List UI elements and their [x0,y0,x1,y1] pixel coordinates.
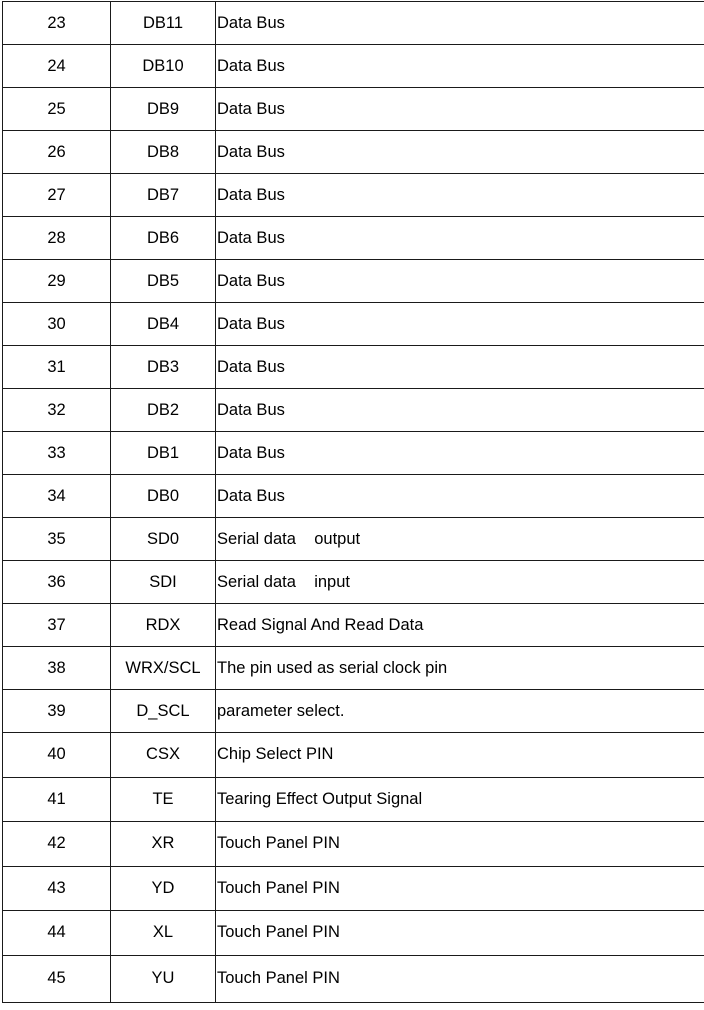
table-row [3,733,704,778]
pin-number: 23 [3,2,111,45]
pin-symbol: DB5 [111,260,216,303]
table-row [3,647,704,690]
pin-number: 37 [3,604,111,647]
pin-symbol: DB8 [111,131,216,174]
pin-number: 41 [3,777,111,822]
pin-description: Serial data output [216,518,704,561]
table-row [3,561,704,604]
table-row [3,822,704,867]
pin-description: Data Bus [216,475,704,518]
pin-symbol: YD [111,866,216,911]
pin-number: 42 [3,822,111,867]
table-row [3,777,704,822]
pin-number: 28 [3,217,111,260]
pin-symbol: XR [111,822,216,867]
pin-description: Touch Panel PIN [216,866,704,911]
pin-description: Tearing Effect Output Signal [216,777,704,822]
pin-description: Data Bus [216,346,704,389]
pin-number: 45 [3,955,111,1002]
pin-description: The pin used as serial clock pin [216,647,704,690]
pin-description: Touch Panel PIN [216,955,704,1002]
table-row [3,475,704,518]
pin-description: Chip Select PIN [216,733,704,778]
pin-number: 30 [3,303,111,346]
pin-number: 35 [3,518,111,561]
table-row [3,604,704,647]
table-row [3,866,704,911]
pin-number: 27 [3,174,111,217]
pin-symbol: DB7 [111,174,216,217]
pin-symbol: D_SCL [111,690,216,733]
pin-symbol: DB4 [111,303,216,346]
pin-number: 26 [3,131,111,174]
pin-number: 32 [3,389,111,432]
pin-symbol: XL [111,911,216,956]
pin-description: parameter select. [216,690,704,733]
pin-description: Data Bus [216,131,704,174]
pin-description: Read Signal And Read Data [216,604,704,647]
pin-number: 25 [3,88,111,131]
pin-description: Touch Panel PIN [216,911,704,956]
pin-symbol: DB10 [111,45,216,88]
pin-symbol: RDX [111,604,216,647]
table-row [3,432,704,475]
pin-description: Data Bus [216,217,704,260]
pin-definition-table [2,1,704,1003]
table-row [3,217,704,260]
pin-description: Data Bus [216,389,704,432]
pin-symbol: CSX [111,733,216,778]
pin-description: Data Bus [216,303,704,346]
table-row [3,303,704,346]
pin-symbol: DB9 [111,88,216,131]
pin-description: Data Bus [216,260,704,303]
pin-number: 40 [3,733,111,778]
pin-number: 34 [3,475,111,518]
pin-symbol: DB6 [111,217,216,260]
pin-symbol: SDI [111,561,216,604]
pin-number: 31 [3,346,111,389]
pin-number: 38 [3,647,111,690]
table-row [3,346,704,389]
pin-symbol: DB0 [111,475,216,518]
pin-symbol: TE [111,777,216,822]
pin-symbol: DB3 [111,346,216,389]
table-row [3,2,704,45]
pin-description: Data Bus [216,45,704,88]
pin-symbol: DB1 [111,432,216,475]
table-row [3,690,704,733]
pin-symbol: WRX/SCL [111,647,216,690]
pin-symbol: DB11 [111,2,216,45]
pin-number: 44 [3,911,111,956]
table-row [3,911,704,956]
table-row [3,518,704,561]
table-row [3,174,704,217]
pin-description: Data Bus [216,432,704,475]
pin-symbol: DB2 [111,389,216,432]
pin-number: 24 [3,45,111,88]
pin-number: 33 [3,432,111,475]
pin-number: 43 [3,866,111,911]
pin-number: 39 [3,690,111,733]
table-row [3,955,704,1002]
pin-description: Data Bus [216,2,704,45]
pin-symbol: SD0 [111,518,216,561]
table-row [3,389,704,432]
pin-description: Data Bus [216,88,704,131]
table-row [3,260,704,303]
table-row [3,45,704,88]
pin-description: Data Bus [216,174,704,217]
pin-symbol: YU [111,955,216,1002]
table-row [3,88,704,131]
table-row [3,131,704,174]
pin-number: 36 [3,561,111,604]
pin-description: Serial data input [216,561,704,604]
pin-number: 29 [3,260,111,303]
pin-description: Touch Panel PIN [216,822,704,867]
